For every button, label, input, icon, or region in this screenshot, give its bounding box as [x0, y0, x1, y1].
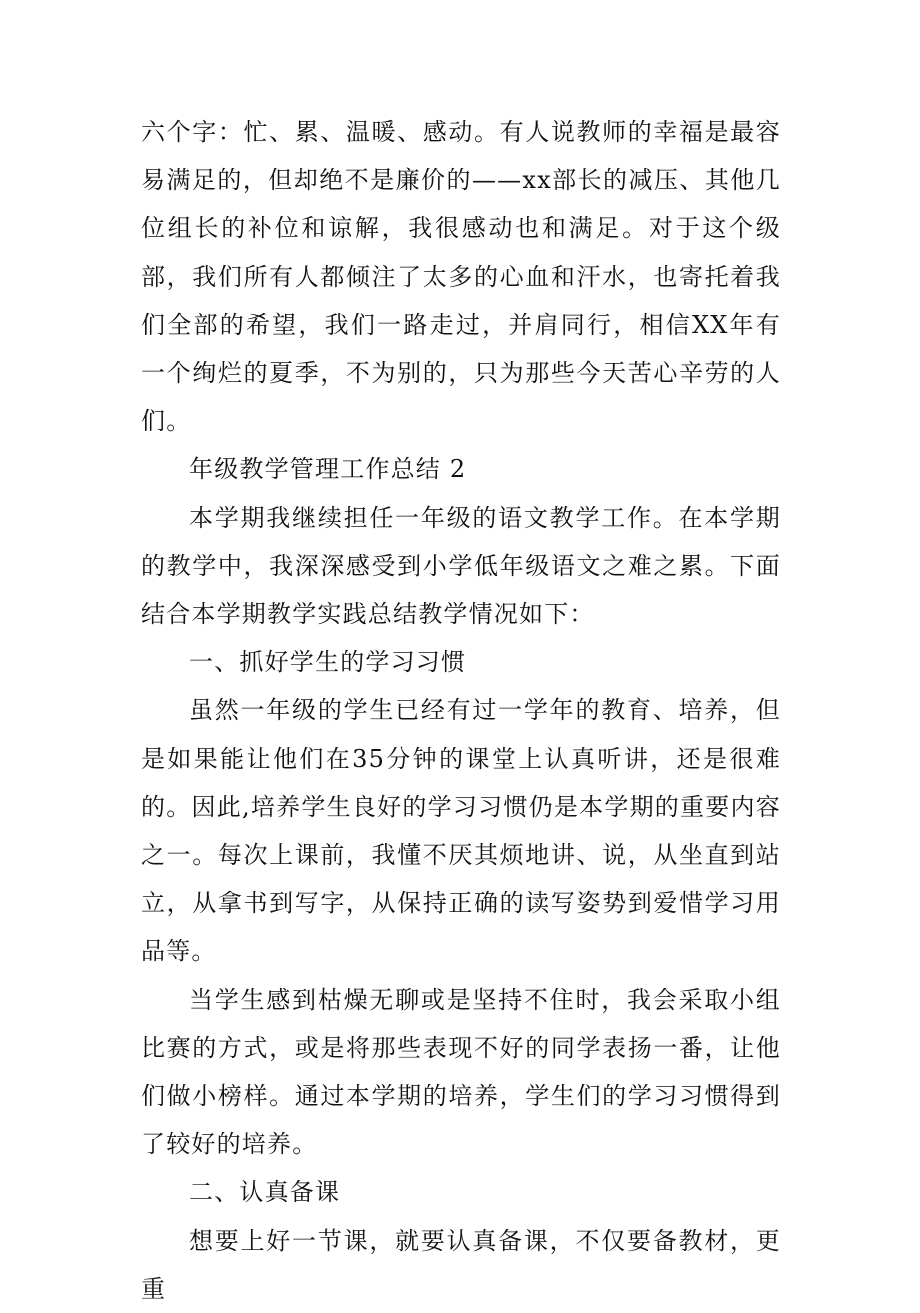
section-title: 年级教学管理工作总结 2 — [189, 455, 467, 484]
paragraph-habits-1: 虽然一年级的学生已经有过一学年的教育、培养，但是如果能让他们在35分钟的课堂上认真听讲，还是很难的。因此,培养学生良好的学习习惯仍是本学期的重要内容之一。每次上课前，我懂不厌其烦地讲、说，从坐直到站立，从拿书到写字，从保持正确的读写姿势到爱惜学习用品等。 — [141, 696, 781, 966]
paragraph-lesson-prep: 想要上好一节课，就要认真备课，不仅要备教材，更重 — [141, 1226, 781, 1303]
paragraph-intro: 本学期我继续担任一年级的语文教学工作。在本学期的教学中，我深深感受到小学低年级语文之难之累。下面结合本学期教学实践总结教学情况如下： — [141, 503, 781, 629]
document-body — [141, 108, 781, 1313]
paragraph-continuation: 六个字：忙、累、温暖、感动。有人说教师的幸福是最容易满足的，但却绝不是廉价的——xx部长的减压、其他几位组长的补位和谅解，我很感动也和满足。对于这个级部，我们所有人都倾注了太多的心血和汗水，也寄托着我们全部的希望，我们一路走过，并肩同行，相信XX年有一个绚烂的夏季，不为别的，只为那些今天苦心辛劳的人们。 — [141, 118, 781, 436]
heading-habits: 一、抓好学生的学习习惯 — [189, 648, 467, 677]
paragraph-habits-2: 当学生感到枯燥无聊或是坚持不住时，我会采取小组比赛的方式，或是将那些表现不好的同学表扬一番，让他们做小榜样。通过本学期的培养，学生们的学习习惯得到了较好的培养。 — [141, 985, 781, 1159]
heading-lesson-prep: 二、认真备课 — [189, 1178, 341, 1207]
